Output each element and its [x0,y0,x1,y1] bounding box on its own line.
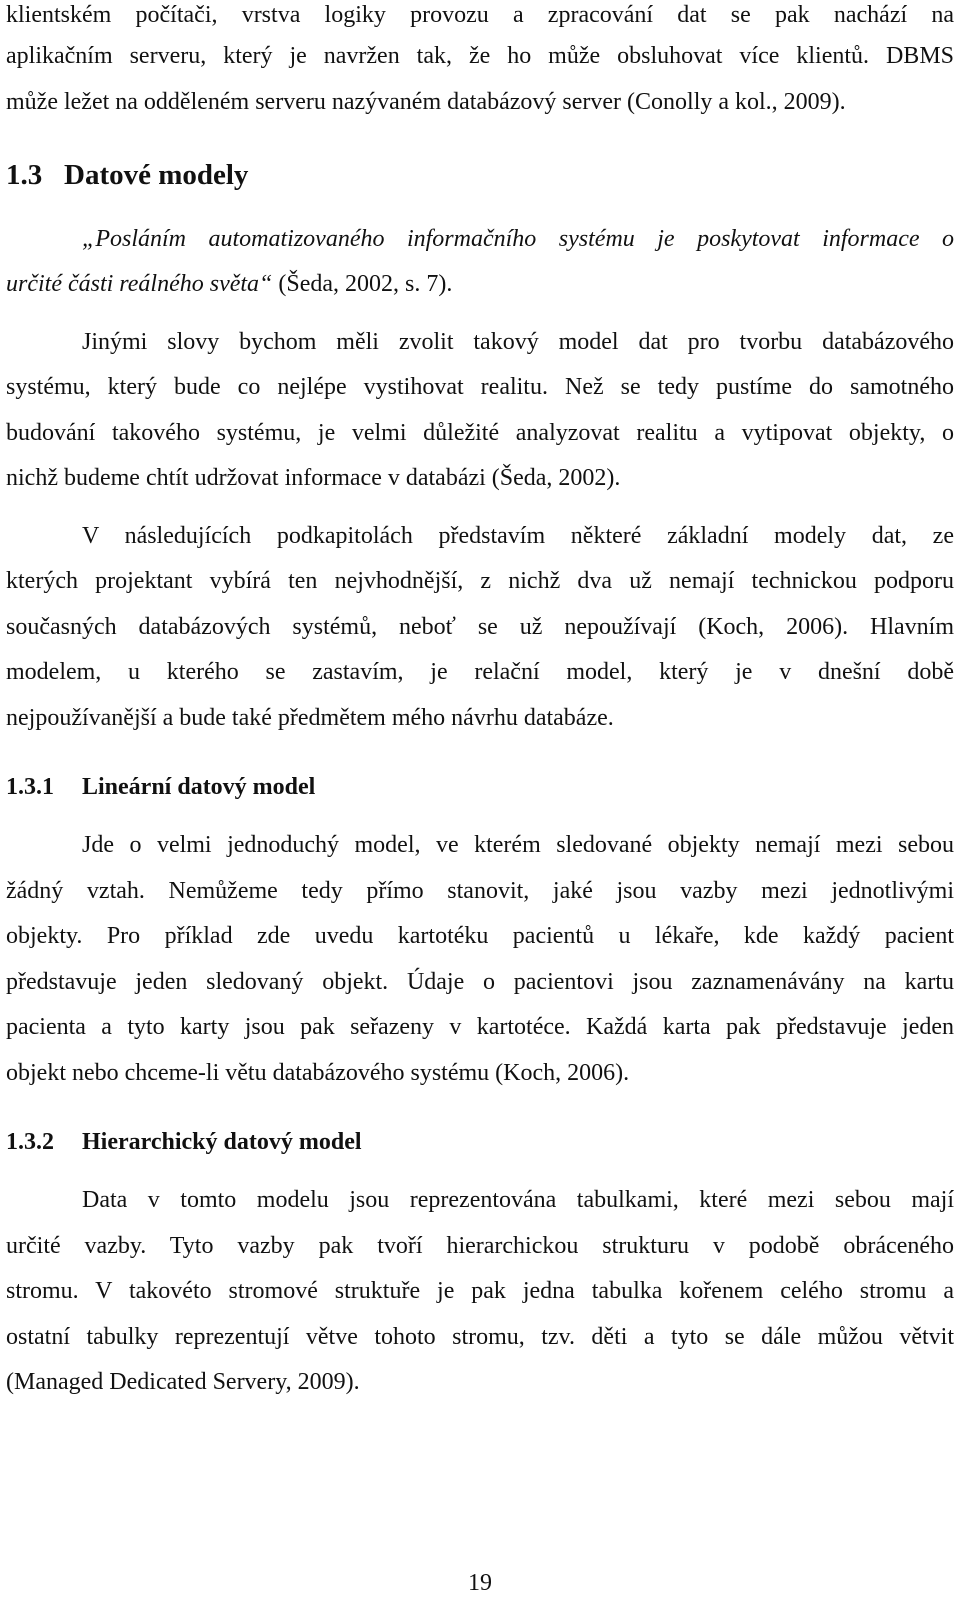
paragraph-line: nejpoužívanější a bude také předmětem mého návrhu databáze. [6,705,614,731]
paragraph-line: určité vazby. Tyto vazby pak tvoří hierarchickou strukturu v podobě obráceného [6,1233,954,1259]
paragraph-line: kterých projektant vybírá ten nejvhodnější, z nichž dva už nemají technickou podporu [6,568,954,594]
quote-line-2 [6,269,954,299]
quote-citation: (Šeda, 2002, s. 7). [272,271,453,297]
paragraph-line: Jde o velmi jednoduchý model, ve kterém sledované objekty nemají mezi sebou [82,832,954,858]
section-number: 1.3.1 [6,774,54,800]
paragraph-line: objekt nebo chceme-li větu databázového systému (Koch, 2006). [6,1060,630,1086]
paragraph-line: Data v tomto modelu jsou reprezentována tabulkami, které mezi sebou mají [82,1187,954,1213]
paragraph-line: stromu. V takovéto stromové struktuře je pak jedna tabulka kořenem celého stromu a [6,1278,954,1304]
paragraph-line: (Managed Dedicated Servery, 2009). [6,1369,360,1395]
paragraph-line: V následujících podkapitolách představím některé základní modely dat, ze [82,523,954,549]
section-heading-1-3-2 [6,1127,362,1157]
paragraph-line: Jinými slovy bychom měli zvolit takový model dat pro tvorbu databázového [82,329,954,355]
section-title: Datové modely [64,159,249,191]
section-number: 1.3 [6,159,43,191]
paragraph-line: systému, který bude co nejlépe vystihovat realitu. Než se tedy pustíme do samotného [6,374,954,400]
intro-line: může ležet na odděleném serveru nazývaném databázový server (Conolly a kol., 2009). [6,89,846,115]
paragraph-line: ostatní tabulky reprezentují větve tohoto stromu, tzv. děti a tyto se dále můžou větvit [6,1324,954,1350]
paragraph-line: budování takového systému, je velmi důležité analyzovat realitu a vytipovat objekty, o [6,420,954,446]
section-heading-1-3 [6,157,248,193]
intro-line: aplikačním serveru, který je navržen tak, že ho může obsluhovat více klientů. DBMS [6,43,954,69]
section-heading-1-3-1 [6,772,315,802]
paragraph-line: současných databázových systémů, neboť se už nepoužívají (Koch, 2006). Hlavním [6,614,954,640]
page-number: 19 [468,1570,492,1596]
paragraph-line: představuje jeden sledovaný objekt. Údaje o pacientovi jsou zaznamenávány na kartu [6,969,954,995]
paragraph-line: pacienta a tyto karty jsou pak seřazeny v kartotéce. Každá karta pak představuje jeden [6,1014,954,1040]
section-title: Hierarchický datový model [82,1129,362,1155]
document-page [6,0,954,1610]
paragraph-line: modelem, u kterého se zastavím, je relační model, který je v dnešní době [6,659,954,685]
section-title: Lineární datový model [82,774,316,800]
quote-italic-text: určité části reálného světa“ [6,271,273,297]
section-number: 1.3.2 [6,1129,54,1155]
paragraph-line: žádný vztah. Nemůžeme tedy přímo stanovit, jaké jsou vazby mezi jednotlivými [6,878,954,904]
intro-line: klientském počítači, vrstva logiky provozu a zpracování dat se pak nachází na [6,2,954,28]
paragraph-line: objekty. Pro příklad zde uvedu kartotéku pacientů u lékaře, kde každý pacient [6,923,954,949]
paragraph-line: nichž budeme chtít udržovat informace v databázi (Šeda, 2002). [6,465,621,491]
quote-line-1: „Posláním automatizovaného informačního systému je poskytovat informace o [82,226,954,252]
